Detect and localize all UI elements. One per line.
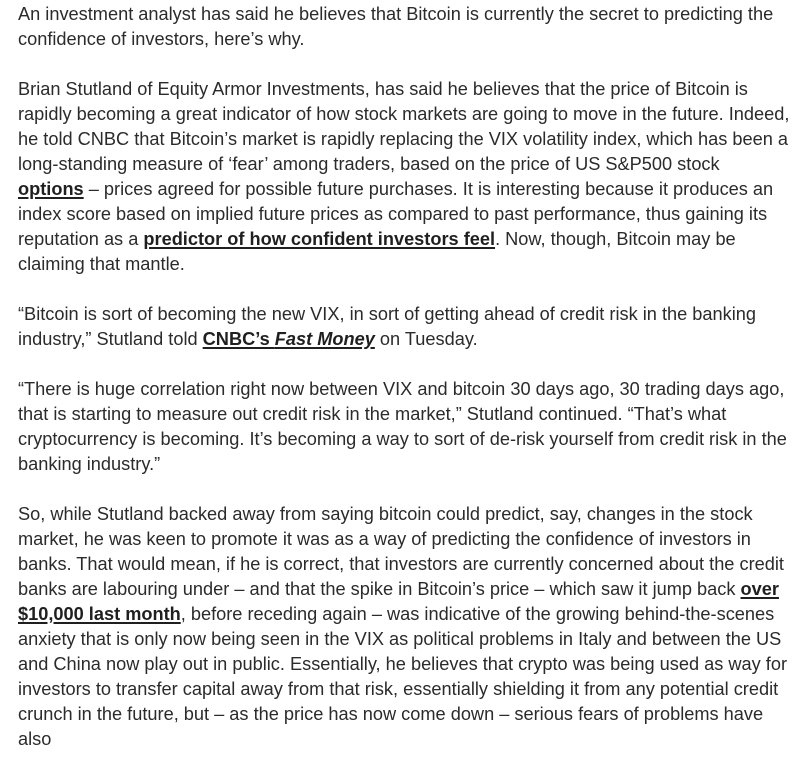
paragraph-text: So, while Stutland backed away from saying bitcoin could predict, say, changes in the stock market, he was keen to promote it was as a way of predicting the confidence of investors in banks. That would mean, if he is correct, that investors are currently concerned about the credit banks are labouring under – and that the spike in Bitcoin’s price – which saw it jump back: [18, 504, 784, 599]
paragraph-stutland-indicator: [18, 77, 790, 277]
paragraph-text: – prices agreed for possible future purchases. It is interesting because it produces an index score based on implied future prices as compared to past performance, thus gaining its reputation as a: [18, 179, 774, 249]
paragraph-quote-vix: [18, 302, 790, 352]
paragraph-analysis: [18, 502, 790, 752]
predictor-link[interactable]: predictor of how confident investors feel: [143, 229, 496, 249]
paragraph-text: “There is huge correlation right now between VIX and bitcoin 30 days ago, 30 trading days ago, that is starting to measure out credit risk in the market,” Stutland continued. “That’s what cryptocurrency is becoming. It’s becoming a way to sort of de-risk yourself from credit risk in the banking industry.”: [18, 379, 787, 474]
link-prefix: CNBC’s: [202, 329, 275, 349]
intro-text: An investment analyst has said he believes that Bitcoin is currently the secret to predicting the confidence of investors, here’s why.: [18, 4, 774, 49]
paragraph-text: . Now, though, Bitcoin may be claiming that mantle.: [18, 229, 736, 274]
link-show-name: Fast Money: [274, 329, 375, 349]
cnbc-fast-money-link[interactable]: [203, 329, 375, 349]
paragraph-text: Brian Stutland of Equity Armor Investments, has said he believes that the price of Bitcoin is rapidly becoming a great indicator of how stock markets are going to move in the future. Indeed, he told CNBC that Bitcoin’s market is rapidly replacing the VIX volatility index, which has been a long-standing measure of ‘fear’ among traders, based on the price of US S&P500 stock: [18, 79, 790, 174]
price-spike-link[interactable]: over $10,000 last month: [18, 579, 779, 624]
paragraph-text: , before receding again – was indicative of the growing behind-the-scenes anxiety that is only now being seen in the VIX as political problems in Italy and between the US and China now play out in public. Essentially, he believes that crypto was being used as way for investors to transfer capital away from that risk, essentially shielding it from any potential credit crunch in the future, but – as the price has now come down – serious fears of problems have also: [18, 604, 788, 749]
paragraph-text: on Tuesday.: [374, 329, 478, 349]
paragraph-intro: [18, 2, 790, 52]
paragraph-text: “Bitcoin is sort of becoming the new VIX, in sort of getting ahead of credit risk in the banking industry,” Stutland told: [18, 304, 756, 349]
options-link[interactable]: options: [18, 179, 84, 199]
paragraph-quote-correlation: [18, 377, 790, 477]
